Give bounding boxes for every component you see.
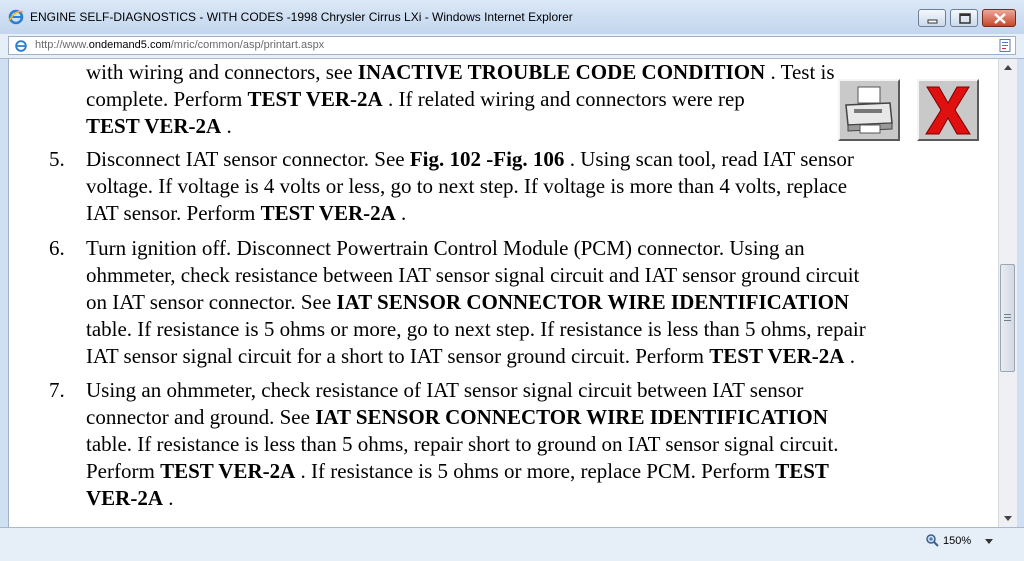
step-7-line-1: Using an ohmmeter, check resistance of IAT sensor signal circuit between IAT sensor (86, 378, 804, 402)
step-5-line-3: IAT sensor. Perform TEST VER-2A . (86, 201, 407, 225)
red-x-icon (919, 81, 977, 139)
fragment-line-2: complete. Perform TEST VER-2A . If related wiring and connectors were rep (86, 87, 745, 111)
step-6-line-4: table. If resistance is 5 ohms or more, go to next step. If resistance is less than 5 ohms, repair (86, 317, 866, 341)
step-7-line-3: table. If resistance is less than 5 ohms, repair short to ground on IAT sensor signal circuit. (86, 432, 839, 456)
close-icon (983, 10, 1017, 28)
step-7-line-5: VER-2A . (86, 486, 174, 510)
print-button[interactable] (838, 79, 900, 141)
step-number: 7. (49, 378, 65, 402)
window-title: ENGINE SELF-DIAGNOSTICS - WITH CODES -1998 Chrysler Cirrus LXi - Windows Internet Explorer (30, 10, 573, 24)
url-text: http://www.ondemand5.com/mric/common/asp/printart.aspx (35, 39, 325, 51)
fragment-line-3: TEST VER-2A . (86, 114, 232, 138)
address-bar (0, 34, 1024, 59)
step-7-line-4: Perform TEST VER-2A . If resistance is 5 ohms or more, replace PCM. Perform TEST (86, 459, 829, 483)
step-5-line-1: Disconnect IAT sensor connector. See Fig. 102 -Fig. 106 . Using scan tool, read IAT sensor (86, 147, 854, 171)
document-content (8, 59, 999, 527)
step-6-line-5: IAT sensor signal circuit for a short to IAT sensor ground circuit. Perform TEST VER-2A . (86, 344, 855, 368)
address-field[interactable] (8, 36, 1016, 55)
step-6-line-1: Turn ignition off. Disconnect Powertrain Control Module (PCM) connector. Using an (86, 236, 805, 260)
page-icon[interactable] (999, 39, 1012, 52)
close-document-button[interactable] (917, 79, 979, 141)
chevron-down-icon[interactable] (985, 539, 993, 545)
scroll-up-arrow-icon[interactable] (1000, 60, 1016, 76)
minimize-icon (919, 10, 947, 28)
status-bar (0, 527, 1024, 561)
step-6-line-3: on IAT sensor connector. See IAT SENSOR CONNECTOR WIRE IDENTIFICATION (86, 290, 850, 314)
fragment-line-1: with wiring and connectors, see INACTIVE TROUBLE CODE CONDITION . Test is (86, 60, 835, 84)
minimize-button[interactable] (918, 9, 946, 27)
scroll-down-arrow-icon[interactable] (1000, 510, 1016, 526)
scrollbar-thumb[interactable] (1000, 264, 1015, 372)
maximize-icon (951, 10, 979, 28)
zoom-level[interactable]: 150% (943, 535, 972, 547)
grip-icon (1001, 265, 1014, 371)
window-close-button[interactable] (982, 9, 1016, 27)
printer-icon (840, 81, 898, 139)
ie-icon (8, 9, 24, 25)
magnifier-icon (925, 533, 939, 547)
step-7-line-2: connector and ground. See IAT SENSOR CONNECTOR WIRE IDENTIFICATION (86, 405, 828, 429)
step-number: 5. (49, 147, 65, 171)
step-number: 6. (49, 236, 65, 260)
vertical-scrollbar[interactable] (998, 59, 1017, 527)
ie-page-icon (14, 39, 28, 53)
maximize-button[interactable] (950, 9, 978, 27)
step-5-line-2: voltage. If voltage is 4 volts or less, go to next step. If voltage is more than 4 volts, replace (86, 174, 848, 198)
title-bar (0, 0, 1024, 35)
step-6-line-2: ohmmeter, check resistance between IAT sensor signal circuit and IAT sensor ground circuit (86, 263, 860, 287)
